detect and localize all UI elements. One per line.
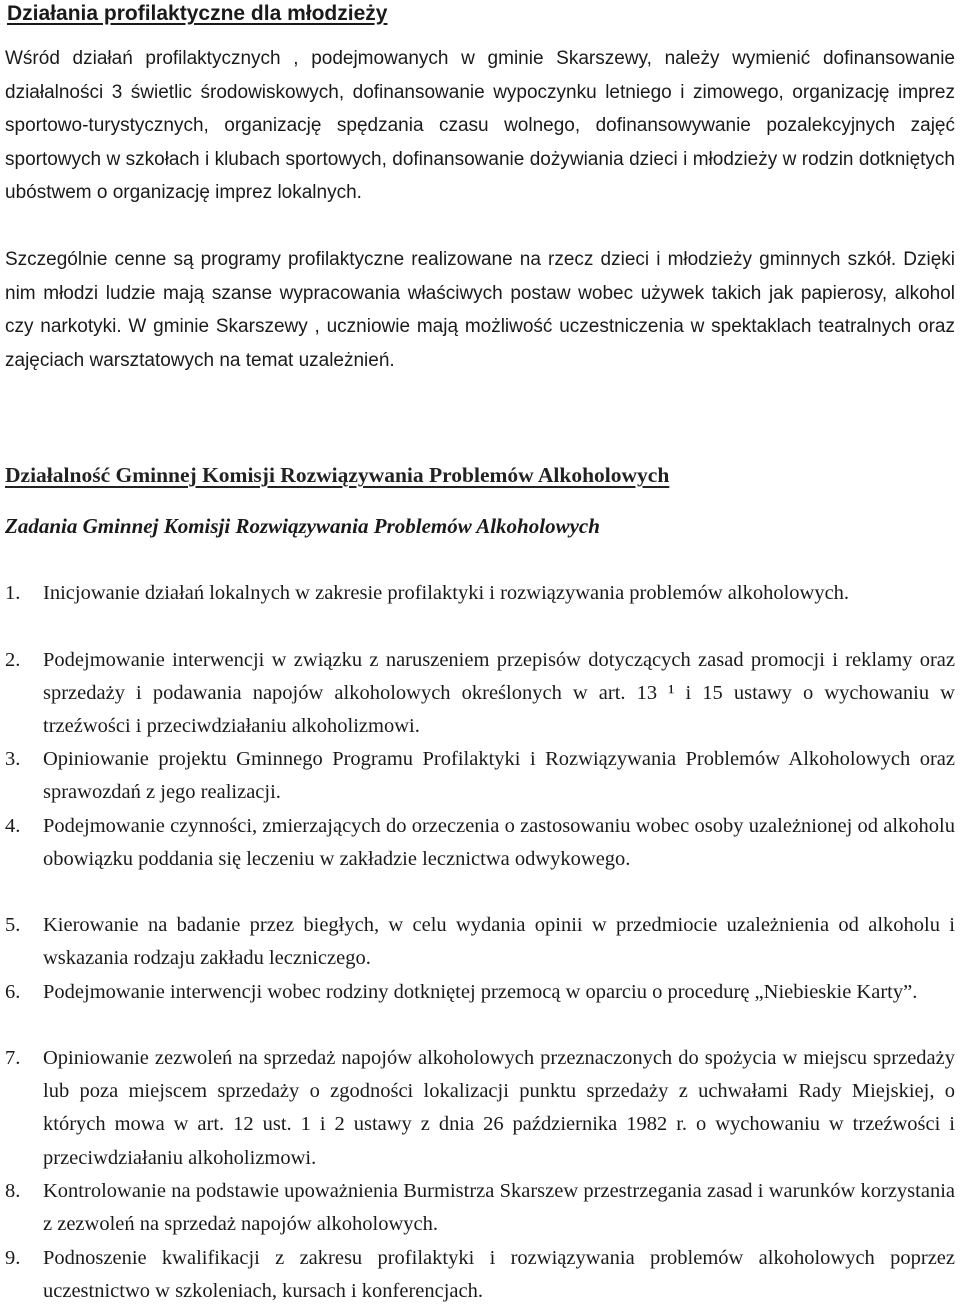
task-text: Kierowanie na badanie przez biegłych, w celu wydania opinii w przedmiocie uzależnienia od alkoholu i wskazania rodzaju zakładu leczniczego.	[43, 914, 955, 970]
paragraph-prevention-activities: Wśród działań profilaktycznych , podejmowanych w gminie Skarszewy, należy wymienić dofinansowanie działalności 3 świetlic środowiskowych, dofinansowanie wypoczynku letniego i zimowego, organizację imprez sportowo-turystycznych, organizację spędzania czasu wolnego, dofinansowywanie pozalekcyjnych zajęć sportowych w szkołach i klubach sportowych, dofinansowanie dożywiania dzieci i młodzieży w rodzin dotkniętych ubóstwem o organizację imprez lokalnych.	[5, 48, 955, 203]
task-text: Podejmowanie czynności, zmierzających do orzeczenia o zastosowaniu wobec osoby uzależnionej od alkoholu obowiązku poddania się leczeniu w zakładzie lecznictwa odwykowego.	[43, 815, 955, 871]
paragraph-prevention-programs: Szczególnie cenne są programy profilaktyczne realizowane na rzecz dzieci i młodzieży gminnych szkół. Dzięki nim młodzi ludzie mają szanse wypracowania właściwych postaw wobec używek takich jak papierosy, alkohol czy narkotyki. W gminie Skarszewy , uczniowie mają możliwość uczestniczenia w spektaklach teatralnych oraz zajęciach warsztatowych na temat uzależnień.	[5, 249, 955, 371]
task-text: Opiniowanie zezwoleń na sprzedaż napojów alkoholowych przeznaczonych do spożycia w miejscu sprzedaży lub poza miejscem sprzedaży o zgodności lokalizacji punktu sprzedaży z uchwałami Rady Miejskiej, o których mowa w art. 12 ust. 1 i 2 ustawy z dnia 26 października 1982 r. o wychowaniu w trzeźwości i przeciwdziałaniu alkoholizmowi.	[43, 1047, 955, 1169]
task-number: 2.	[5, 649, 21, 671]
task-number: 4.	[5, 815, 21, 837]
section-title-youth-prevention: Działania profilaktyczne dla młodzieży	[7, 2, 388, 25]
task-item	[5, 1042, 955, 1175]
task-text: Podejmowanie interwencji w związku z naruszeniem przepisów dotyczących zasad promocji i reklamy oraz sprzedaży i podawania napojów alkoholowych określonych w art. 13 ¹ i 15 ustawy o wychowaniu w trzeźwości i przeciwdziałaniu alkoholizmowi.	[43, 649, 955, 738]
task-item	[5, 1175, 955, 1241]
task-number: 8.	[5, 1180, 21, 1202]
task-item	[5, 743, 955, 809]
task-item	[5, 577, 955, 610]
task-text: Podnoszenie kwalifikacji z zakresu profilaktyki i rozwiązywania problemów alkoholowych poprzez uczestnictwo w szkoleniach, kursach i konferencjach.	[43, 1247, 955, 1303]
task-text: Podejmowanie interwencji wobec rodziny dotkniętej przemocą w oparciu o procedurę „Niebieskie Karty”.	[43, 981, 918, 1003]
section-title-commission: Działalność Gminnej Komisji Rozwiązywania Problemów Alkoholowych	[5, 463, 670, 487]
task-item	[5, 644, 955, 744]
section-subtitle-commission-tasks: Zadania Gminnej Komisji Rozwiązywania Problemów Alkoholowych	[5, 514, 600, 538]
task-item	[5, 1242, 955, 1308]
task-text: Kontrolowanie na podstawie upoważnienia Burmistrza Skarszew przestrzegania zasad i warunków korzystania z zezwoleń na sprzedaż napojów alkoholowych.	[43, 1180, 955, 1236]
task-number: 7.	[5, 1047, 21, 1069]
task-number: 5.	[5, 914, 21, 936]
task-item	[5, 976, 955, 1009]
task-text: Opiniowanie projektu Gminnego Programu Profilaktyki i Rozwiązywania Problemów Alkoholowych oraz sprawozdań z jego realizacji.	[43, 748, 955, 804]
task-item	[5, 810, 955, 876]
task-number: 1.	[5, 582, 21, 604]
task-text: Inicjowanie działań lokalnych w zakresie profilaktyki i rozwiązywania problemów alkoholowych.	[43, 582, 850, 604]
task-item	[5, 909, 955, 975]
task-number: 6.	[5, 981, 21, 1003]
task-number: 3.	[5, 748, 21, 770]
task-number: 9.	[5, 1247, 21, 1269]
